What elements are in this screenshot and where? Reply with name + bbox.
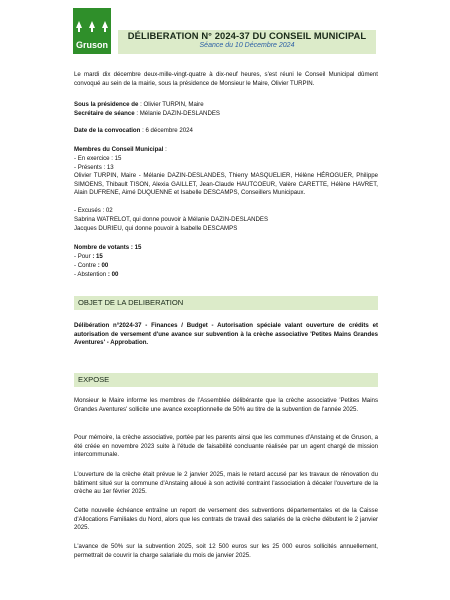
logo-name: Gruson — [75, 40, 108, 50]
convocation-line — [74, 127, 193, 136]
presents-list: Olivier TURPIN, Maire - Mélanie DAZIN-DESLANDES, Thierry MASQUELIER, Hélène HÉROGUER, Philippe SIMOENS, Thibault TISON, Alexia GAILLET, Jean-Claude HAUTCOEUR, Valère CARETTE, Hélène HAVRET, Alain DUFRENE, Aimé DUQUENNE et Isabelle DESCAMPS, Conseillers Municipaux. — [74, 172, 378, 197]
pour-value: : 15 — [92, 253, 103, 260]
secretaire-value: : Mélanie DAZIN-DESLANDES — [136, 110, 220, 117]
secretaire-line — [74, 110, 220, 119]
expose-paragraph-3: L'ouverture de la crèche était prévue le 2 janvier 2025, mais le retard accusé par les travaux de rénovation du bâtiment situé sur la commune d'Anstaing alloué à son activité contraint l'association à décaler l'ouverture de la crèche au 1er février 2025. — [74, 471, 378, 496]
pouvoir-line-2: Jacques DURIEU, qui donne pouvoir à Isabelle DESCAMPS — [74, 225, 238, 232]
intro-paragraph: Le mardi dix décembre deux-mille-vingt-quatre à dix-neuf heures, s'est réuni le Conseil Municipal dûment convoqué au sein de la mairie, sous la présidence de Monsieur le Maire, Olivier TURPIN. — [74, 71, 378, 87]
contre-line — [74, 262, 108, 271]
presidence-line — [74, 101, 204, 110]
en-exercice-line: - En exercice : 15 — [74, 155, 122, 162]
votants-line — [74, 244, 141, 253]
pour-line — [74, 253, 103, 262]
session-date: Séance du 10 Décembre 2024 — [199, 42, 295, 49]
page-title: DÉLIBERATION N° 2024-37 DU CONSEIL MUNICIPAL — [127, 30, 367, 41]
trees-icon — [73, 18, 111, 32]
tree-icon — [102, 21, 108, 32]
abstention-label: - Abstention — [74, 271, 107, 278]
tree-icon — [89, 21, 95, 32]
objet-text: Délibération n°2024-37 - Finances / Budget - Autorisation spéciale valant ouverture de crédits et autorisation de versement d'une avance sur subvention à la crèche associative 'Petites Mains Grandes Aventures' - Approbation. — [74, 322, 378, 347]
membres-colon: : — [165, 146, 167, 153]
pouvoir-line-1: Sabrina WATRELOT, qui donne pouvoir à Mélanie DAZIN-DESLANDES — [74, 216, 269, 223]
membres-heading — [74, 146, 167, 155]
contre-value: : 00 — [97, 262, 109, 269]
objet-heading: OBJET DE LA DELIBERATION — [78, 298, 184, 307]
abstention-value: : 00 — [107, 271, 119, 278]
convocation-label: Date de la convocation — [74, 127, 141, 134]
expose-section-bar — [74, 373, 378, 387]
expose-heading: EXPOSE — [78, 375, 110, 384]
membres-label: Membres du Conseil Municipal — [74, 146, 164, 153]
gruson-logo — [73, 8, 111, 54]
votants-value: : 15 — [130, 244, 142, 251]
presidence-value: : Olivier TURPIN, Maire — [140, 101, 204, 108]
expose-paragraph-5: L'avance de 50% sur la subvention 2025, soit 12 500 euros sur les 25 000 euros sollicités annuellement, permettrait de couvrir la charge salariale du mois de janvier 2025. — [74, 543, 378, 559]
excuses-line: - Excusés : 02 — [74, 207, 113, 214]
tree-icon — [76, 21, 82, 32]
contre-label: - Contre — [74, 262, 97, 269]
convocation-value: : 6 décembre 2024 — [142, 127, 193, 134]
expose-paragraph-4: Cette nouvelle échéance entraîne un report de versement des subventions départementales et de la Caisse d'Allocations Familiales du Nord, alors que les contrats de travail des salariés de la crèche débutent le 2 janvier 2025. — [74, 507, 378, 532]
secretaire-label: Secrétaire de séance — [74, 110, 135, 117]
votants-label: Nombre de votants — [74, 244, 130, 251]
expose-paragraph-2: Pour mémoire, la crèche associative, portée par les parents ainsi que les communes d'Anstaing et de Gruson, a été créée en novembre 2023 suite à l'étude de faisabilité concluante réalisée par un agent chargé de mission intercommunale. — [74, 434, 378, 459]
abstention-line — [74, 271, 118, 280]
presidence-label: Sous la présidence de — [74, 101, 139, 108]
expose-paragraph-1: Monsieur le Maire informe les membres de l'Assemblée délibérante que la crèche associative 'Petites Mains Grandes Aventures' sollicite une avance exceptionnelle de 50% au titre de la subvention de l'année 2025. — [74, 397, 378, 413]
presents-line: - Présents : 13 — [74, 164, 114, 171]
objet-section-bar — [74, 296, 378, 310]
pour-label: - Pour — [74, 253, 91, 260]
